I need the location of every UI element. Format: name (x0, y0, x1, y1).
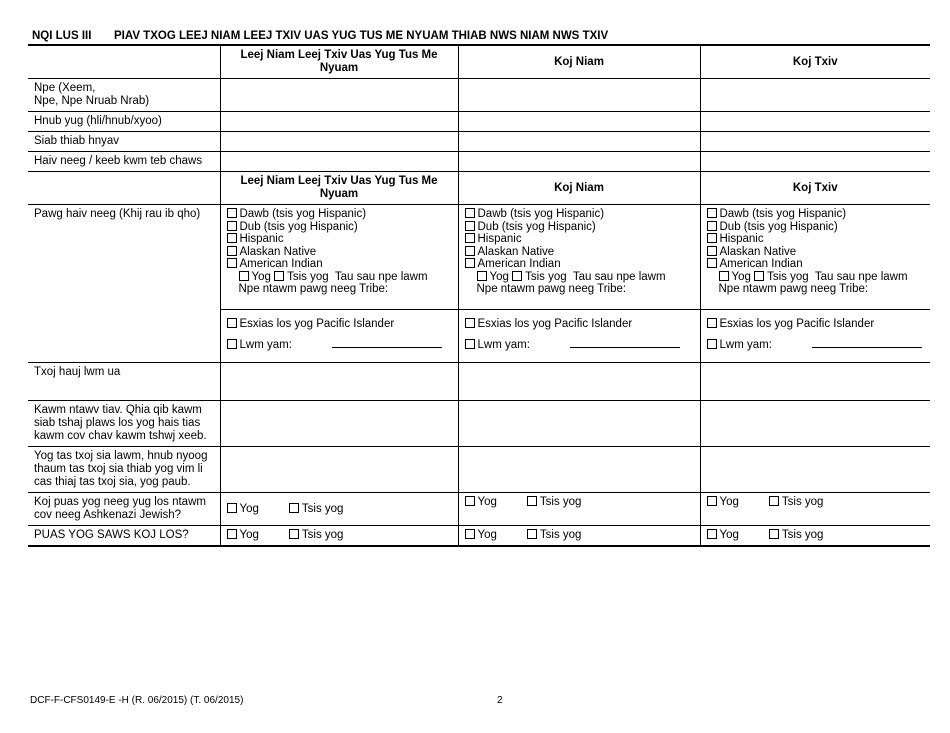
checkbox[interactable] (707, 233, 717, 243)
checkbox[interactable] (707, 258, 717, 268)
race-cell-birth-parent (220, 205, 458, 363)
other-input-line[interactable] (332, 338, 442, 348)
label-race: Pawg haiv neeg (Khij rau ib qho) (28, 205, 220, 363)
label-ashkenazi: Koj puas yog neeg yug los ntawm cov neeg Ashkenazi Jewish? (28, 493, 220, 526)
label-dob: Hnub yug (hli/hnub/xyoo) (28, 112, 220, 132)
section-header-row (28, 28, 930, 45)
divider (221, 309, 458, 310)
row-adopted (28, 526, 930, 547)
label-height-weight: Siab thiab hnyav (28, 132, 220, 152)
col-header-birth-parent-2: Leej Niam Leej Txiv Uas Yug Tus Me Nyuam (220, 172, 458, 205)
ashkenazi-mother: Yog Tsis yog (458, 493, 700, 526)
race-option-other[interactable]: Lwm yam: (465, 338, 694, 352)
tribe-enrolled-options: Yog Tsis yog Tau sau npe lawm (227, 271, 452, 284)
adopted-birth-parent: Yog Tsis yog (220, 526, 458, 547)
checkbox[interactable] (707, 339, 717, 349)
checkbox[interactable] (227, 246, 237, 256)
race-option-other[interactable]: Lwm yam: (707, 338, 925, 352)
race-cell-father (700, 205, 930, 363)
tribe-name-label: Npe ntawm pawg neeg Tribe: (718, 283, 869, 295)
input-dec-mother[interactable] (458, 447, 700, 493)
input-hw-mother[interactable] (458, 132, 700, 152)
input-edu-birth-parent[interactable] (220, 401, 458, 447)
race-cell-mother (458, 205, 700, 363)
input-edu-mother[interactable] (458, 401, 700, 447)
blank-header-cell-2 (28, 172, 220, 205)
checkbox[interactable] (227, 318, 237, 328)
input-eth-birth-parent[interactable] (220, 152, 458, 172)
checkbox[interactable] (227, 258, 237, 268)
section-header (28, 28, 930, 45)
yes-checkbox[interactable] (465, 496, 475, 506)
section-title: PIAV TXOG LEEJ NIAM LEEJ TXIV UAS YUG TUS ME NYUAM THIAB NWS NIAM NWS TXIV (114, 30, 609, 42)
row-race (28, 205, 930, 363)
row-name (28, 79, 930, 112)
column-header-row-2 (28, 172, 930, 205)
race-option-asian[interactable]: Esxias los yog Pacific Islander (707, 318, 925, 331)
other-input-line[interactable] (570, 338, 680, 348)
input-name-father[interactable] (700, 79, 930, 112)
checkbox[interactable] (465, 221, 475, 231)
race-option-alaskan[interactable]: Alaskan Native (227, 246, 452, 259)
race-option-black[interactable]: Dub (tsis yog Hispanic) (465, 221, 694, 234)
no-checkbox[interactable] (527, 496, 537, 506)
checkbox[interactable] (227, 208, 237, 218)
race-option-american-indian[interactable]: American Indian (465, 258, 694, 271)
col-header-mother: Koj Niam (458, 45, 700, 79)
race-option-alaskan[interactable]: Alaskan Native (465, 246, 694, 259)
row-deceased (28, 447, 930, 493)
blank-header-cell (28, 45, 220, 79)
race-option-american-indian[interactable]: American Indian (227, 258, 452, 271)
input-edu-father[interactable] (700, 401, 930, 447)
yes-checkbox[interactable] (707, 496, 717, 506)
race-option-alaskan[interactable]: Alaskan Native (707, 246, 925, 259)
label-occupation: Txoj hauj lwm ua (28, 363, 220, 401)
input-name-birth-parent[interactable] (220, 79, 458, 112)
checkbox[interactable] (239, 271, 249, 281)
other-input-line[interactable] (812, 338, 922, 348)
yes-checkbox[interactable] (465, 529, 475, 539)
label-name: Npe (Xeem, Npe, Npe Nruab Nrab) (28, 79, 220, 112)
divider (701, 309, 931, 310)
no-checkbox[interactable] (527, 529, 537, 539)
adopted-mother: Yog Tsis yog (458, 526, 700, 547)
section-number: NQI LUS III (32, 30, 92, 42)
yes-checkbox[interactable] (227, 529, 237, 539)
checkbox[interactable] (707, 246, 717, 256)
checkbox[interactable] (465, 339, 475, 349)
race-option-white[interactable]: Dawb (tsis yog Hispanic) (465, 208, 694, 221)
input-eth-mother[interactable] (458, 152, 700, 172)
ashkenazi-birth-parent: Yog Tsis yog (220, 493, 458, 526)
adopted-father: Yog Tsis yog (700, 526, 930, 547)
input-occ-father[interactable] (700, 363, 930, 401)
col-header-father-2: Koj Txiv (700, 172, 930, 205)
checkbox[interactable] (477, 271, 487, 281)
divider (459, 309, 700, 310)
race-option-black[interactable]: Dub (tsis yog Hispanic) (227, 221, 452, 234)
tribe-enrolled-options: Yog Tsis yog Tau sau npe lawm (465, 271, 694, 284)
no-checkbox[interactable] (769, 496, 779, 506)
checkbox[interactable] (719, 271, 729, 281)
checkbox[interactable] (465, 233, 475, 243)
input-dob-birth-parent[interactable] (220, 112, 458, 132)
race-option-hispanic[interactable]: Hispanic (227, 233, 452, 246)
input-dob-father[interactable] (700, 112, 930, 132)
yes-checkbox[interactable] (707, 529, 717, 539)
input-occ-mother[interactable] (458, 363, 700, 401)
checkbox[interactable] (707, 208, 717, 218)
input-name-mother[interactable] (458, 79, 700, 112)
tribe-name-label: Npe ntawm pawg neeg Tribe: (238, 283, 389, 295)
checkbox[interactable] (465, 258, 475, 268)
row-dob (28, 112, 930, 132)
family-history-form (28, 28, 930, 547)
input-dob-mother[interactable] (458, 112, 700, 132)
input-occ-birth-parent[interactable] (220, 363, 458, 401)
input-eth-father[interactable] (700, 152, 930, 172)
label-adopted: PUAS YOG SAWS KOJ LOS? (28, 526, 220, 547)
row-education (28, 401, 930, 447)
row-height-weight (28, 132, 930, 152)
checkbox[interactable] (227, 221, 237, 231)
checkbox[interactable] (465, 318, 475, 328)
checkbox[interactable] (512, 271, 522, 281)
column-header-row (28, 45, 930, 79)
race-option-white[interactable]: Dawb (tsis yog Hispanic) (227, 208, 452, 221)
race-option-white[interactable]: Dawb (tsis yog Hispanic) (707, 208, 925, 221)
input-hw-birth-parent[interactable] (220, 132, 458, 152)
checkbox[interactable] (227, 233, 237, 243)
race-option-asian[interactable]: Esxias los yog Pacific Islander (227, 318, 452, 331)
checkbox[interactable] (754, 271, 764, 281)
race-option-asian[interactable]: Esxias los yog Pacific Islander (465, 318, 694, 331)
label-education: Kawm ntawv tiav. Qhia qib kawm siab tshaj plaws los yog hais tias kawm cov chav kawm tshwj xeeb. (28, 401, 220, 447)
tribe-enrolled-options: Yog Tsis yog Tau sau npe lawm (707, 271, 925, 284)
no-checkbox[interactable] (769, 529, 779, 539)
label-ethnicity: Haiv neeg / keeb kwm teb chaws (28, 152, 220, 172)
col-header-birth-parent: Leej Niam Leej Txiv Uas Yug Tus Me Nyuam (220, 45, 458, 79)
input-dec-father[interactable] (700, 447, 930, 493)
checkbox[interactable] (274, 271, 284, 281)
page-number: 2 (497, 695, 503, 706)
input-dec-birth-parent[interactable] (220, 447, 458, 493)
checkbox[interactable] (227, 339, 237, 349)
race-option-hispanic[interactable]: Hispanic (465, 233, 694, 246)
label-deceased: Yog tas txoj sia lawm, hnub nyoog thaum tas txoj sia thiab yog vim li cas thiaj tas txoj sia, yog paub. (28, 447, 220, 493)
no-checkbox[interactable] (289, 529, 299, 539)
yes-checkbox[interactable] (227, 503, 237, 513)
race-option-hispanic[interactable]: Hispanic (707, 233, 925, 246)
checkbox[interactable] (707, 318, 717, 328)
col-header-father: Koj Txiv (700, 45, 930, 79)
race-option-american-indian[interactable]: American Indian (707, 258, 925, 271)
tribe-name-label: Npe ntawm pawg neeg Tribe: (476, 283, 627, 295)
row-occupation (28, 363, 930, 401)
input-hw-father[interactable] (700, 132, 930, 152)
row-ethnicity (28, 152, 930, 172)
checkbox[interactable] (465, 246, 475, 256)
race-option-black[interactable]: Dub (tsis yog Hispanic) (707, 221, 925, 234)
checkbox[interactable] (465, 208, 475, 218)
row-ashkenazi (28, 493, 930, 526)
col-header-mother-2: Koj Niam (458, 172, 700, 205)
race-option-other[interactable]: Lwm yam: (227, 338, 452, 352)
form-id: DCF-F-CFS0149-E -H (R. 06/2015) (T. 06/2015) (30, 695, 244, 706)
checkbox[interactable] (707, 221, 717, 231)
ashkenazi-father: Yog Tsis yog (700, 493, 930, 526)
no-checkbox[interactable] (289, 503, 299, 513)
